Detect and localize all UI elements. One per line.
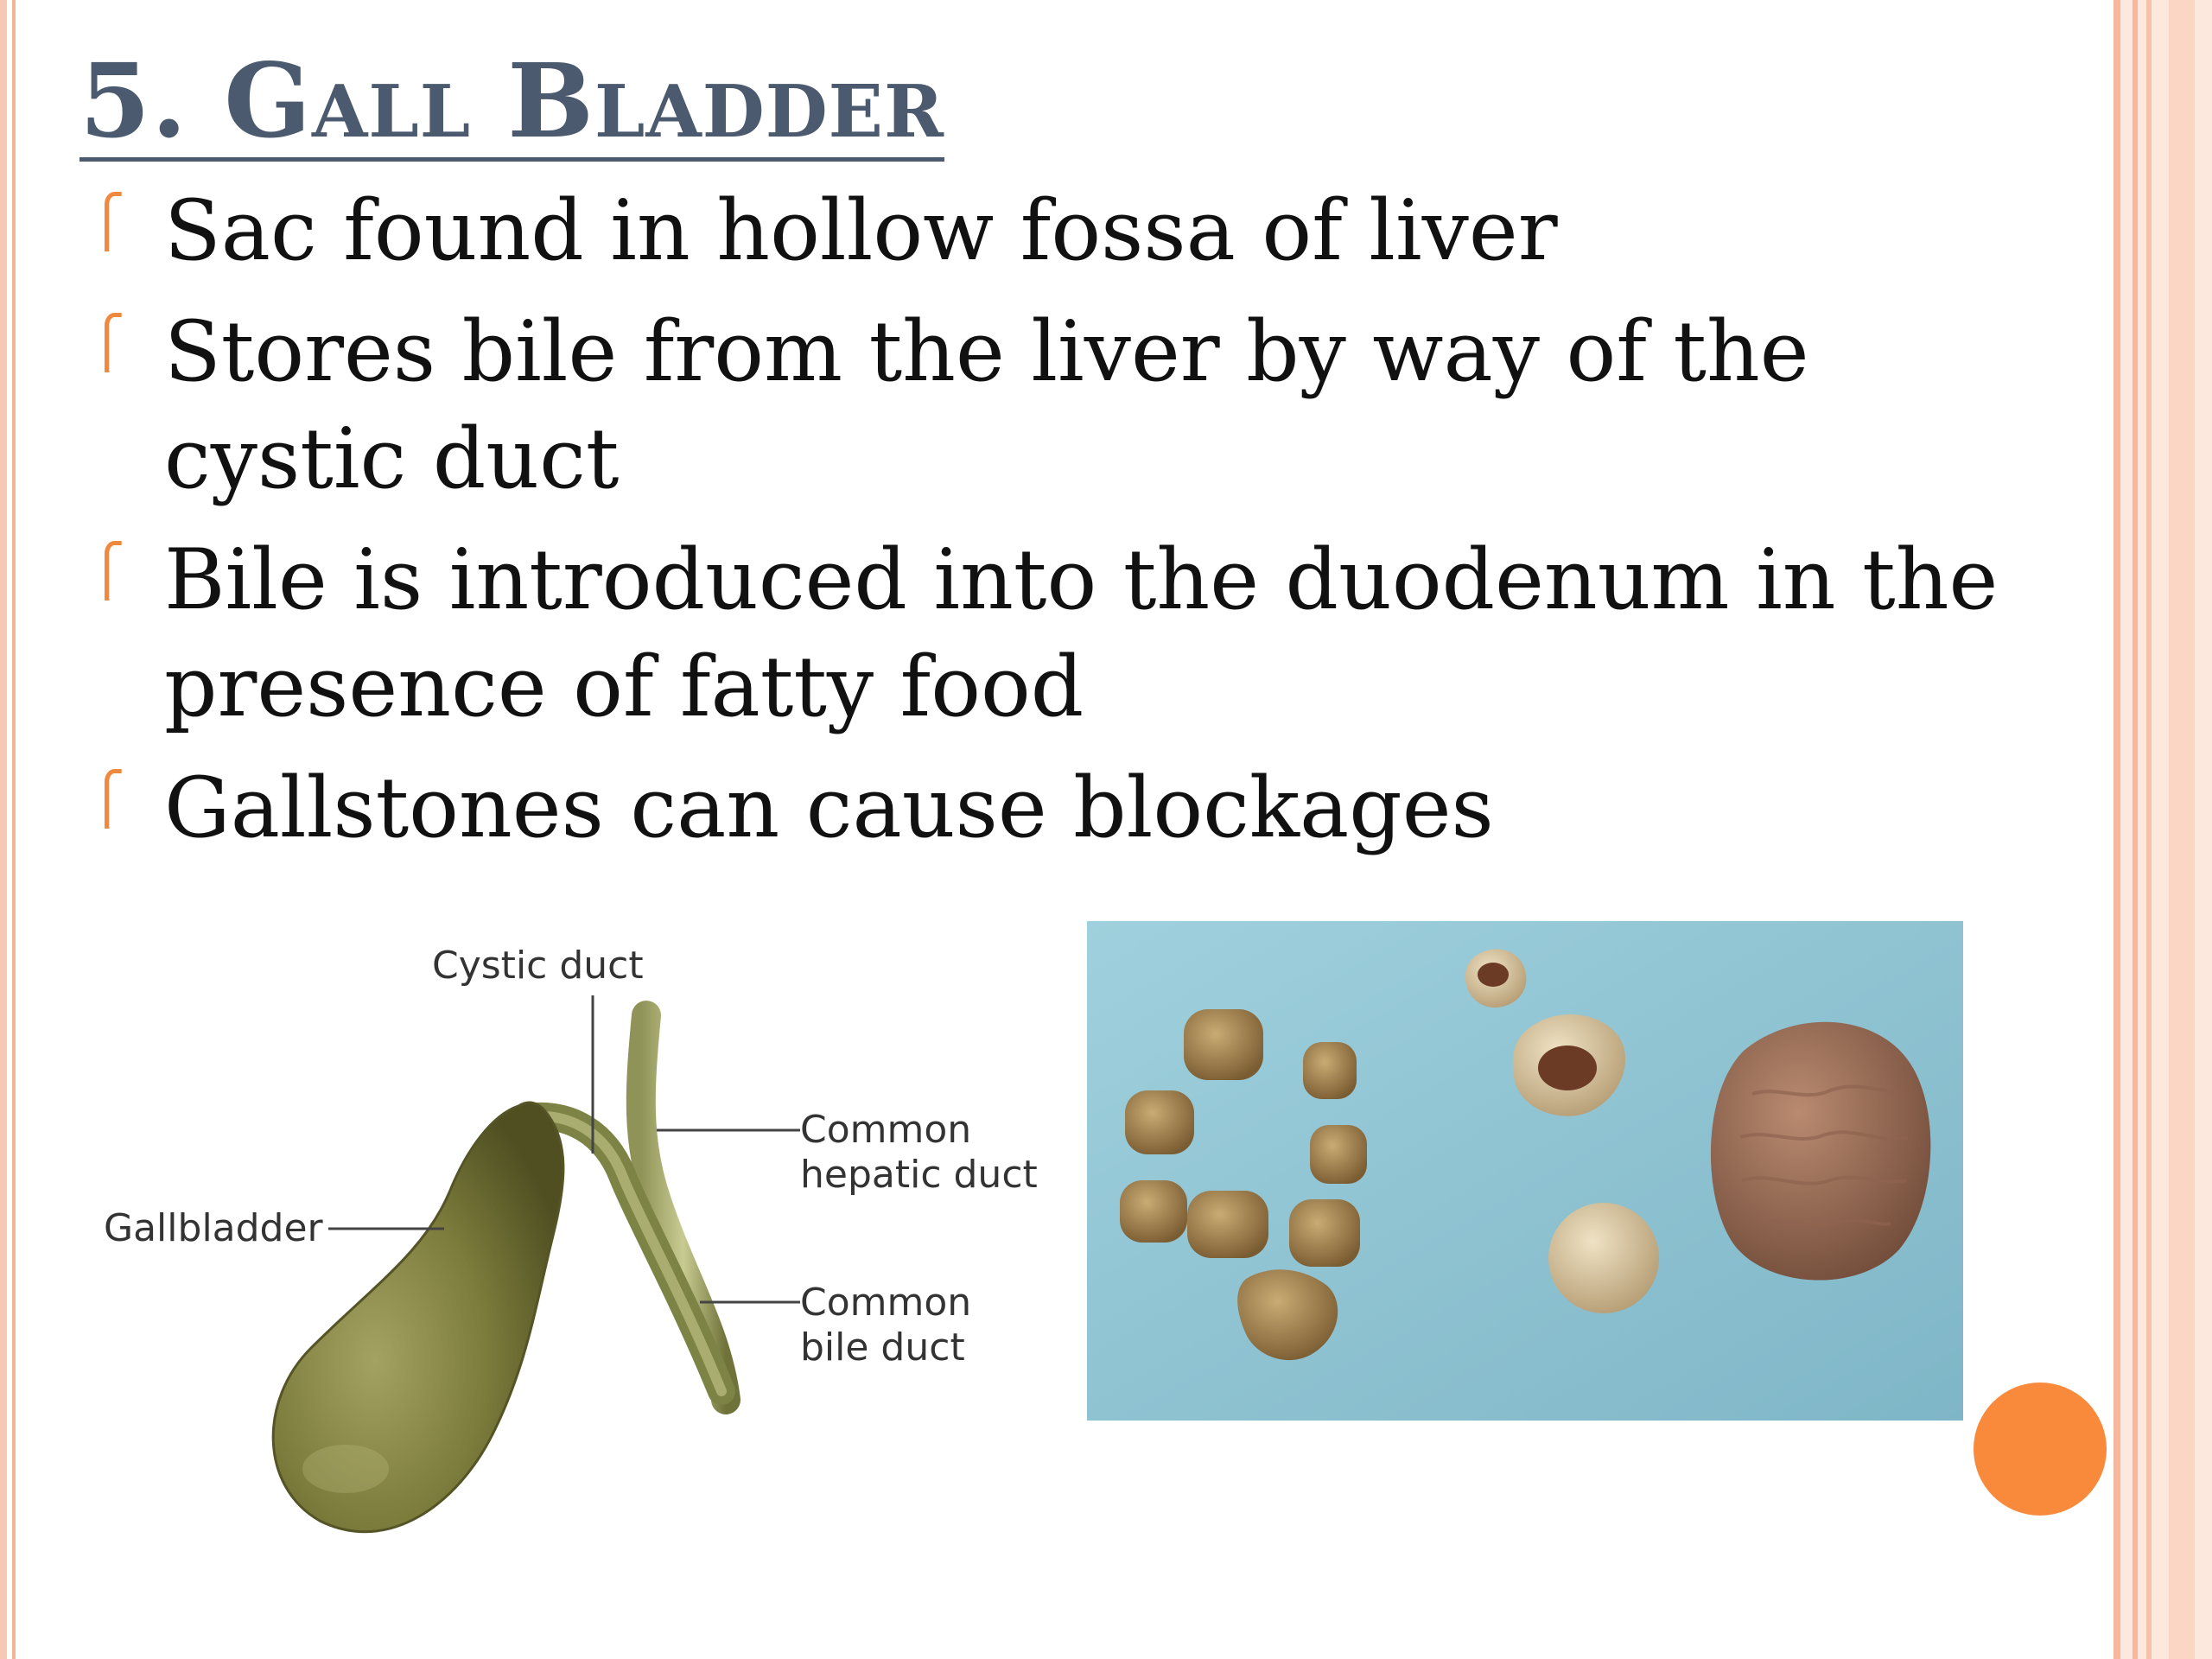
right-border-line xyxy=(2113,0,2120,1659)
bullet-item xyxy=(79,177,2032,284)
gallstone xyxy=(1120,1180,1187,1243)
bullet-text: Stores bile from the liver by way of the cystic duct xyxy=(164,303,1809,507)
gallstone xyxy=(1125,1090,1194,1154)
label-gallbladder: Gallbladder xyxy=(104,1206,323,1250)
bullet-marker-icon: ⎧ xyxy=(88,769,126,828)
gallstone xyxy=(1289,1199,1360,1267)
bullet-item xyxy=(79,526,2032,741)
gallstone xyxy=(1548,1203,1659,1313)
label-cystic-duct: Cystic duct xyxy=(432,944,644,988)
bullet-marker-icon: ⎧ xyxy=(88,192,126,251)
label-common-hepatic-duct-line1: Common xyxy=(800,1108,972,1152)
gallstone xyxy=(1187,1191,1268,1258)
gallstone xyxy=(1310,1125,1367,1184)
accent-dot xyxy=(1974,1382,2107,1516)
gallstone xyxy=(1303,1042,1357,1099)
bullet-text: Gallstones can cause blockages xyxy=(164,760,1494,856)
right-border-line xyxy=(2133,0,2138,1659)
right-border-line xyxy=(2146,0,2152,1659)
bullet-item xyxy=(79,754,2032,861)
right-border-line xyxy=(2169,0,2195,1659)
label-common-bile-duct-line1: Common xyxy=(800,1281,972,1325)
label-common-hepatic-duct-line2: hepatic duct xyxy=(800,1153,1038,1197)
label-common-bile-duct-line2: bile duct xyxy=(800,1325,965,1370)
bullet-text: Bile is introduced into the duodenum in the presence of fatty food xyxy=(164,531,1999,735)
gallstones-photo xyxy=(1087,921,1963,1421)
gallstone xyxy=(1184,1009,1263,1080)
gallbladder-diagram xyxy=(86,916,1054,1555)
left-border-decoration xyxy=(0,0,7,1659)
bullet-item xyxy=(79,298,2032,512)
bullet-list xyxy=(79,177,2032,875)
bullet-text: Sac found in hollow fossa of liver xyxy=(164,182,1558,279)
bullet-marker-icon: ⎧ xyxy=(88,313,126,372)
slide-title: 5. Gall Bladder xyxy=(79,41,944,161)
left-border-line xyxy=(12,0,16,1659)
gallstone xyxy=(1711,1022,1930,1281)
bullet-marker-icon: ⎧ xyxy=(88,541,126,600)
